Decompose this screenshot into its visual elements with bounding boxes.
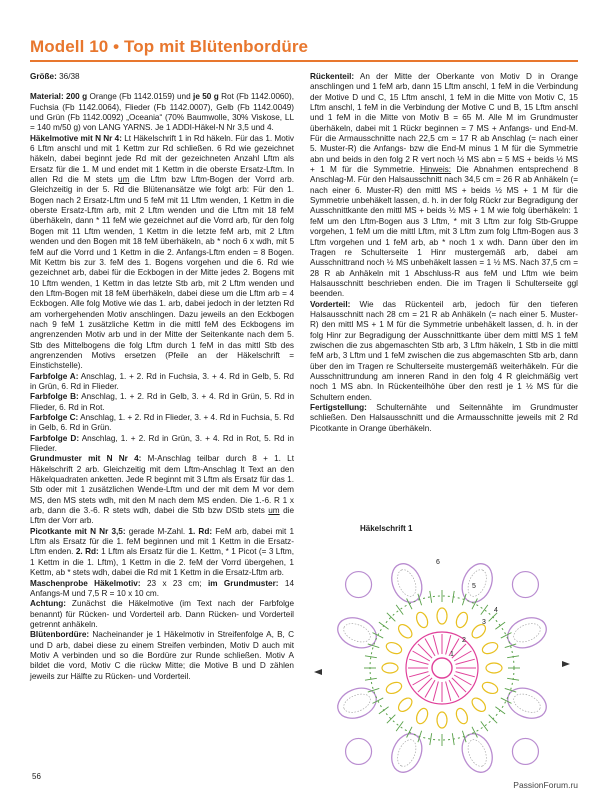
green-stitch bbox=[501, 633, 512, 638]
corner-loop bbox=[512, 738, 538, 764]
pink-stitch bbox=[456, 672, 475, 677]
pink-stitch bbox=[454, 675, 471, 685]
yellow-cluster bbox=[481, 640, 500, 655]
size-label: Größe: bbox=[30, 72, 57, 81]
right-column bbox=[310, 72, 578, 434]
round-number: 3 bbox=[482, 619, 486, 626]
farbfolge-b: Farbfolge B: Anschlag, 1. + 2. Rd in Gelb, 3. + 4. Rd in Grün, 5. Rd in Flieder, 6. Rd in Rot. bbox=[30, 392, 294, 412]
green-stitch bbox=[501, 698, 512, 703]
green-stitch bbox=[472, 727, 477, 738]
corner-loop bbox=[346, 572, 372, 598]
pink-stitch bbox=[452, 678, 466, 692]
yellow-cluster bbox=[396, 696, 414, 714]
pink-stitch bbox=[452, 644, 466, 658]
vorderteil-paragraph: Vorderteil: Wie das Rückenteil arb, jedoch für den tieferen Halsausschnitt nach 28 cm = 21 R ab Anhäkeln (= nach einer 5. Muster-R) den mittl MS + 1 M für die Symmetrie unbehäkelt lassen, d. h. in der folg Hinr zur Begradigung der Ausschnittkante über dem mittl MS 1 feM zwischen die zus abgemaschten Stb arb, 3 Lftm häkeln, 1 Stb in die mittl feM arb, 3 Lftm und 1 feM zwischen die zus abgemaschten Stb arb, dann über den im Tragen re Schulterseite mustergemäß weiterhäkeln. Für die Ausschnittrundung am inneren Rand in den folg 4 R gleichmäßig vert noch 1 MS abn. In Rückenteilhöhe über den restl je 1 ½ MS für die Schultern enden. bbox=[310, 299, 578, 402]
yellow-cluster bbox=[414, 611, 429, 630]
pink-stitch bbox=[449, 680, 459, 697]
join-arrow bbox=[314, 669, 322, 675]
pink-stitch bbox=[446, 682, 451, 701]
yellow-cluster bbox=[385, 680, 404, 695]
size-value: 36/38 bbox=[56, 72, 80, 81]
maschenprobe-paragraph: Maschenprobe Häkelmotiv: 23 x 23 cm; im Grundmuster: 14 Anfangs-M und 7,5 R = 10 x 10 cm. bbox=[30, 578, 295, 598]
fertigstellung-paragraph: Fertigstellung: Schulternähte und Seitennähte im Grundmuster schließen. Den Halsausschnitt und die Armausschnitte jeweils mit 2 Rd Picotkante in Orange überhäkeln. bbox=[310, 403, 578, 433]
green-stitch bbox=[396, 721, 403, 731]
picotkante-paragraph: Picotkante mit N Nr 3,5: gerade M-Zahl. 1. Rd: FeM arb, dabei mit 1 Lftm als Ersatz für die 1. feM beginnen und mit 1 Kettm in die Ersatz-Lftm enden. 2. Rd: 1 Lftm als Ersatz für die 1. Kettm, * 1 Picot (= 3 Lftm, 1 Kettm in die 1. Lftm), 1 Kettm in die 2. feM der Vorrd übergehen, 1 Kettm, ab * stets wdh, dabei die Rd mit 1 Kettm in die Ersatz-Lftm arb. bbox=[30, 526, 295, 578]
round-number: 5 bbox=[472, 583, 476, 590]
size-paragraph bbox=[30, 72, 294, 82]
green-stitch bbox=[407, 727, 412, 738]
green-stitch bbox=[396, 605, 403, 615]
corner-loop bbox=[512, 572, 538, 598]
green-stitch bbox=[472, 599, 477, 610]
yellow-cluster bbox=[454, 707, 469, 726]
green-stitch bbox=[373, 698, 384, 703]
green-stitch bbox=[373, 633, 384, 638]
green-stitch bbox=[379, 707, 389, 714]
pink-stitch bbox=[454, 651, 471, 661]
grundmuster-paragraph: Grundmuster mit N Nr 4: M-Anschlag teilbar durch 8 + 1. Lt Häkelschrift 2 arb. Gleichzeitig mit dem Lftm-Anschlag lt Text an den Häkelquadraten anketten. Jede R beginnt mit 3 Lftm als Ersatz für das 1. Stb oder mit 1 zusätzlichen Wende-Lftm und der mit dem M vor dem MS, den MS stets wdh, mit den M nach dem MS enden. Die 1.-6. R 1 x arb, dann die 3.-6. R stets wdh, dabei die Stb bzw DStb stets um die Lftm der Vorr arb. bbox=[30, 454, 294, 526]
green-stitch bbox=[481, 605, 488, 615]
pink-stitch bbox=[418, 644, 432, 658]
farbfolge-d: Farbfolge D: Anschlag, 1. + 2. Rd in Grün, 3. + 4. Rd in Rot, 5. Rd in Flieder. bbox=[30, 433, 294, 454]
yellow-cluster bbox=[470, 696, 488, 714]
green-stitch bbox=[495, 622, 505, 629]
join-arrow bbox=[562, 661, 570, 667]
motif-paragraph: Häkelmotive mit N Nr 4: Lt Häkelschrift 1 in Rd häkeln. Für das 1. Motiv 6 Lftm anschl und mit 1 Kettm zur Rd schließen. 6 Rd wie gezeichnet häkeln, dabei beginnt jede Rd mit der gezeichneten Anzahl Lftm als Ersatz für die 1. M und endet mit 1 Kettm in die oberste Ersatz-Lftm. In allen Rd die M stets um die Lftm bzw Lftm-Bogen der Vorrd arb. Gleichzeitig in der 5. Rd die Blütenansätze wie folgt arb: Für den 1. Bogen nach 2 Ersatz-Lftm und 5 feM mit 11 Lftm wenden, 1 Kettm in die oberste Ersatz-Lftm arb, mit 2 Lftm wenden und die Lftm mit 18 feM überhäkeln, dann * 11 feM wie gezeichnet auf die Vorrd arb, für den folg Bogen mit 11 Lftm wenden, 1 Kettm in die letzte feM arb, mit 2 Lftm wenden und den Bogen mit 18 feM überhäkeln, ab * noch 6 x wdh, mit 5 feM auf die Vorrd und 1 Kettm in die 2. Anfangs-Lftm enden = 8 Bogen. Mit Kettm bis zur 3. feM des 1. Bogens vorgehen und die 6. Rd wie gezeichnet arb, dabei für die Eckbogen in der Mitte jedes 2. Bogens mit 10 Lftm wenden, 1 Kettm in das letzte Stb arb, mit 2 Lftm wenden und den Lftm-Bogen mit 18 feM überhäkeln, dabei diese um die Lftm arb = 4 Eckbogen. Alle folg Motive wie das 1. arb, dabei jedoch in der letzten Rd am vorhergehenden Motiv anschlingen. Dazu jeweils an den Eckbogen nach 9 feM 1 zusätzliche Kettm in die mittl feM des Eckbogens im angrenzenden Motiv arb und in der Mitte der Seitenkante nach dem 5. Stb des Mittelbogens die folg Lftm durch 1 feM in das mittl Stb des angrenzenden Motivs ersetzen (Pfeile an der Häkelschrift = Einstichstelle). bbox=[30, 133, 294, 371]
pink-stitch bbox=[433, 682, 438, 701]
corner-loop bbox=[346, 738, 372, 764]
center-ring bbox=[432, 658, 452, 678]
yellow-cluster bbox=[382, 663, 398, 673]
green-stitch bbox=[379, 622, 389, 629]
pink-stitch bbox=[425, 639, 435, 656]
pink-stitch bbox=[409, 672, 428, 677]
green-stitch bbox=[481, 721, 488, 731]
yellow-cluster bbox=[437, 608, 447, 624]
round-number: 4 bbox=[494, 607, 498, 614]
blutenbordure-paragraph: Blütenbordüre: Nacheinander je 1 Häkelmotiv in Streifenfolge A, B, C und D arb, dabei diese zu einem Streifen verbinden, Motiv D auch mit Motiv A verbinden und so die Bordüre zur Runde schließen. Motiv A bildet die vord, Motiv C die rückw Mitte; die Motive B und D zählen jeweils zur Hälfte zu Rücken- und Vorderteil. bbox=[30, 630, 294, 681]
pink-stitch bbox=[456, 659, 475, 664]
pink-stitch bbox=[409, 659, 428, 664]
crochet-chart bbox=[306, 520, 578, 792]
pink-stitch bbox=[433, 635, 438, 654]
page-title: Modell 10 • Top mit Blütenbordüre bbox=[30, 37, 309, 56]
page-number: 56 bbox=[32, 772, 41, 781]
yellow-cluster bbox=[437, 712, 447, 728]
yellow-cluster bbox=[396, 622, 414, 640]
ruckenteil-paragraph: Rückenteil: An der Mitte der Oberkante von Motiv D in Orange anschlingen und 1 feM arb, dann 15 Lftm anschl, 1 feM in die Verbindung der Motive D und C, 15 Lftm anschl, 1 feM in die Mitte von Motiv C, 15 Lftm anschl, 1 feM in die Verbindung der Motive C und B, 15 Lftm anschl und 1 feM in die Mitte von Motiv B = 65 M. Alle M im Grundmuster überhäkeln, dabei mit 1 Rückr beginnen = 7 MS + Anfangs- und End-M. Für die Armausschnitte nach 22,5 cm = 17 R ab Anschlag (= nach einer 5. Muster-R) die Anfangs- bzw die End-M minus 1 M für die Symmetrie abn und beids in den folg 2 R vert noch ½ MS abn = 5 MS + beids ½ MS + 1 M für die Symmetrie. Hinweis: Die Abnahmen entsprechend 8 Anschlag-M. Für den Halsausschnitt nach 34,5 cm = 26 R ab Anhäkeln (= nach einer 6. Muster-R) den mittl MS + beids ½ MS + 1 M für die Symmetrie unbehäkelt lassen, d. h. in der folg Rückr zur Begradigung der Ausschnittkante den mittl MS + beids ½ MS + 1 M wie folg überhäkeln: 1 feM um den Lftm-Bogen aus 3 Lftm, * mit 3 Lftm zur folg Stb-Gruppe vorgehen, 1 feM um die mittl Lftm, mit 3 Lftm zum folg Lftm-Bogen aus 3 Lftm vorgehen und 1 feM arb, ab * noch 1 x wdh. Dann über den im Tragen re Schulterseite 1 Hinr mustergemäß arb, dabei am Ausschnittrand noch ½ MS unbehäkelt lassen = 1 ½ MS. Nach 37,5 cm = 28 R ab Anhäkeln mit 1 Abschluss-R aus feM und Lftm wie beim Halsausschnitt beschrieben enden. Die im Tragen li Schulterseite ggl beenden. bbox=[310, 72, 578, 299]
pink-stitch bbox=[425, 680, 435, 697]
green-stitch bbox=[495, 707, 505, 714]
material-paragraph: Material: 200 g Orange (Fb 1142.0159) und je 50 g Rot (Fb 1142.0060), Fuchsia (Fb 1142.0064), Flieder (Fb 1142.0007), Gelb (Fb 1142.0049) und Grün (Fb 1142.0092) „Oceania“ (70% Baumwolle, 30% Viskose, LL = 140 m/50 g) von LANG YARNS. Je 1 ADDI-Häkel-N Nr 3,5 und 4. bbox=[30, 92, 294, 133]
green-stitch bbox=[430, 733, 432, 745]
round-number: 2 bbox=[462, 637, 466, 644]
round-number: 1 bbox=[450, 651, 454, 658]
farbfolge-a: Farbfolge A: Anschlag, 1. + 2. Rd in Fuchsia, 3. + 4. Rd in Gelb, 5. Rd in Grün, 6. Rd in Flieder. bbox=[30, 371, 294, 391]
yellow-cluster bbox=[454, 611, 469, 630]
achtung-paragraph: Achtung: Zunächst die Häkelmotive (im Text nach der Farbfolge benannt) für Rücken- und Vorderteil arb. Dann Rücken- und Vorderteil getrennt anhäkeln. bbox=[30, 599, 294, 629]
crochet-chart-svg bbox=[306, 520, 578, 792]
title-bar bbox=[30, 36, 578, 62]
green-stitch bbox=[407, 599, 412, 610]
yellow-cluster bbox=[486, 663, 502, 673]
pink-stitch bbox=[418, 678, 432, 692]
yellow-cluster bbox=[414, 707, 429, 726]
pink-stitch bbox=[413, 675, 430, 685]
chart-label: Häkelschrift 1 bbox=[360, 524, 413, 533]
watermark: PassionForum.ru bbox=[513, 780, 578, 790]
pink-stitch bbox=[413, 651, 430, 661]
farbfolge-c: Farbfolge C: Anschlag, 1. + 2. Rd in Flieder, 3. + 4. Rd in Fuchsia, 5. Rd in Gelb, 6. Rd in Grün. bbox=[30, 413, 294, 433]
yellow-cluster bbox=[481, 680, 500, 695]
round-number: 6 bbox=[436, 559, 440, 566]
yellow-cluster bbox=[385, 640, 404, 655]
left-column bbox=[30, 72, 294, 682]
